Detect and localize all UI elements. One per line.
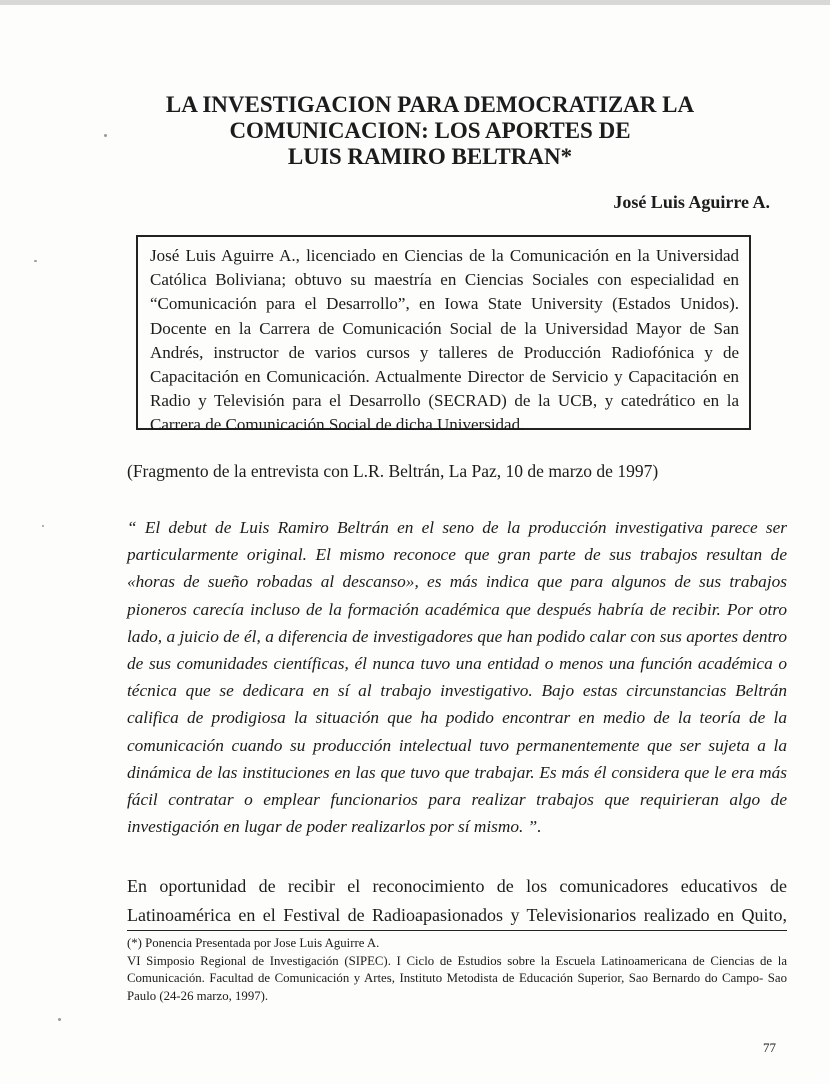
body-paragraph: En oportunidad de recibir el reconocimiento de los comunicadores educativos de Latinoamérica en el Festival de Radioapasionados y Televisionarios realizado en Quito, — [127, 876, 787, 925]
footnote-line-1: (*) Ponencia Presentada por Jose Luis Aguirre A. — [127, 936, 380, 950]
title-line-1: LA INVESTIGACION PARA DEMOCRATIZAR LA — [165, 92, 695, 117]
scan-speck — [42, 525, 44, 527]
article-title — [150, 92, 710, 170]
author-name: José Luis Aguirre A. — [613, 192, 770, 212]
scan-speck — [34, 260, 37, 262]
title-line-3: LUIS RAMIRO BELTRAN* — [287, 144, 573, 169]
scan-speck — [104, 134, 107, 137]
scan-speck — [58, 1018, 61, 1021]
interview-quote: “ El debut de Luis Ramiro Beltrán en el seno de la producción investigativa parece ser particularmente original. El mismo reconoce que gran parte de sus trabajos resultan de «horas de sueño robadas al descanso», es más indica que para algunos de sus trabajos pioneros carecía incluso de la formación académica que después habría de recibir. Por otro lado, a juicio de él, a diferencia de investigadores que han podido calar con sus aportes dentro de sus comunidades científicas, él nunca tuvo una entidad o menos una función académica o técnica que se dedicara en sí al trabajo investigativo. Bajo estas circunstancias Beltrán califica de prodigiosa la situación que ha podido encontrar en medio de la teoría de la comunicación cuando su producción intelectual tuvo permanentemente que ser sujeta a la dinámica de las instituciones en las que tuvo que trabajar. Es más él considera que le era más fácil contratar o emplear funcionarios para realizar trabajos que requirieran algo de investigación en lugar de poder realizarlos por sí mismo. ”. — [127, 518, 787, 837]
footnote-line-2: VI Simposio Regional de Investigación (SIPEC). I Ciclo de Estudios sobre la Escuela Latinoamericana de Ciencias de la Comunicación. Facultad de Comunicación y Artes, Instituto Metodista de Educación Superior, Sao Bernardo do Campo- Sao Paulo (24-26 marzo, 1997). — [127, 953, 787, 1003]
scan-top-edge — [0, 0, 830, 5]
author-bio-box: José Luis Aguirre A., licenciado en Ciencias de la Comunicación en la Universidad Católica Boliviana; obtuvo su maestría en Ciencias Sociales con especialidad en “Comunicación para el Desarrollo”, en Iowa State University (Estados Unidos). Docente en la Carrera de Comunicación Social de la Universidad Mayor de San Andrés, instructor de varios cursos y talleres de Producción Radiofónica y de Capacitación en Comunicación. Actualmente Director de Servicio y Capacitación en Radio y Televisión para el Desarrollo (SECRAD) de la UCB, y catedrático en la Carrera de Comunicación Social de dicha Universidad. — [136, 235, 751, 430]
page-number: 77 — [763, 1040, 776, 1055]
interview-fragment-note: (Fragmento de la entrevista con L.R. Beltrán, La Paz, 10 de marzo de 1997) — [127, 461, 659, 481]
footnote-divider — [127, 930, 787, 931]
title-line-2: COMUNICACION: LOS APORTES DE — [229, 118, 631, 143]
footnotes — [127, 935, 787, 1005]
